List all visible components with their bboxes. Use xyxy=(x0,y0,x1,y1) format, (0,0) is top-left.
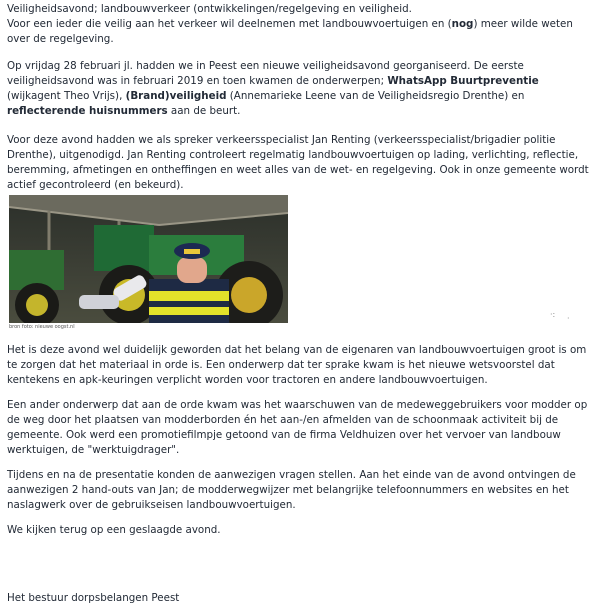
paragraph-3: Het is deze avond wel duidelijk geworden dat het belang van de eigenaren van landbouwvoertuigen groot is om te zorgen dat het materiaal in orde is. Een onderwerp dat ter sprake kwam is het nieuwe wetsvoorstel dat kentekens en apk-keuringen verplicht worden voor tractoren en andere landbouwvoertuigen. xyxy=(7,344,587,386)
intro-text-a: Voor een ieder die veilig aan het verkeer wil deelnemen met landbouwvoertuigen en ( xyxy=(7,18,452,30)
p1-bold-huisnummers: reflecterende huisnummers xyxy=(7,105,168,117)
p1-text-a: Op vrijdag 28 februari jl. hadden we in Peest een nieuwe veiligheidsavond georganiseerd. De eerste veiligheidsavond was in februari 2019 en toen kwamen de onderwerpen; xyxy=(7,60,524,87)
photo-credit: bron foto: nieuwe oogst.nl xyxy=(9,324,75,330)
intro-line-2 xyxy=(7,17,595,47)
paragraph-5: Tijdens en na de presentatie konden de aanwezigen vragen stellen. Aan het einde van de avond ontvingen de aanwezigen 2 hand-outs van Jan; de modderwegwijzer met belangrijke telefoonnummers en websites en het naslagwerk over de gebruikseisen landbouwvoertuigen. xyxy=(7,469,576,511)
p1-bold-whatsapp: WhatsApp Buurtpreventie xyxy=(387,75,539,87)
intro-text-b: ) meer wilde weten over de regelgeving. xyxy=(7,18,573,45)
paragraph-2: Voor deze avond hadden we als spreker verkeersspecialist Jan Renting (verkeersspecialist/brigadier politie Drenthe), uitgenodigd. Jan Renting controleert regelmatig landbouwvoertuigen op lading, verlichting, reflectie, beremming, afmetingen en ontheffingen en weet alles van de wet- en regelgeving. Ook in onze gemeente wordt actief gecontroleerd (en bekeurd). xyxy=(7,134,589,191)
article-photo xyxy=(9,195,288,323)
photo-block xyxy=(7,195,595,337)
article xyxy=(7,2,595,538)
signature: Het bestuur dorpsbelangen Peest xyxy=(7,592,180,604)
paragraph-6: We kijken terug op een geslaagde avond. xyxy=(7,524,221,536)
p1-text-d: aan de beurt. xyxy=(167,105,241,117)
intro-bold-nog: nog xyxy=(451,18,474,30)
p1-text-b: (wijkagent Theo Vrijs), xyxy=(7,90,126,102)
scan-speck: · xyxy=(567,314,570,323)
p1-text-c: (Annemarieke Leene van de Veiligheidsregio Drenthe) en xyxy=(226,90,525,102)
paragraph-1 xyxy=(7,59,595,119)
scan-speck: ·: xyxy=(550,310,556,319)
intro-line-1: Veiligheidsavond; landbouwverkeer (ontwikkelingen/regelgeving en veiligheid. xyxy=(7,3,412,15)
p1-bold-brandveiligheid: (Brand)veiligheid xyxy=(125,90,227,102)
paragraph-4: Een ander onderwerp dat aan de orde kwam was het waarschuwen van de medeweggebruikers voor modder op de weg door het plaatsen van modderborden én het aan-/en afmelden van de schoonmaak activiteit bij de gemeente. Ook werd een promotiefilmpje getoond van de firma Veldhuizen over het vervoer van landbouw werktuigen, de "werktuigdrager". xyxy=(7,399,588,456)
